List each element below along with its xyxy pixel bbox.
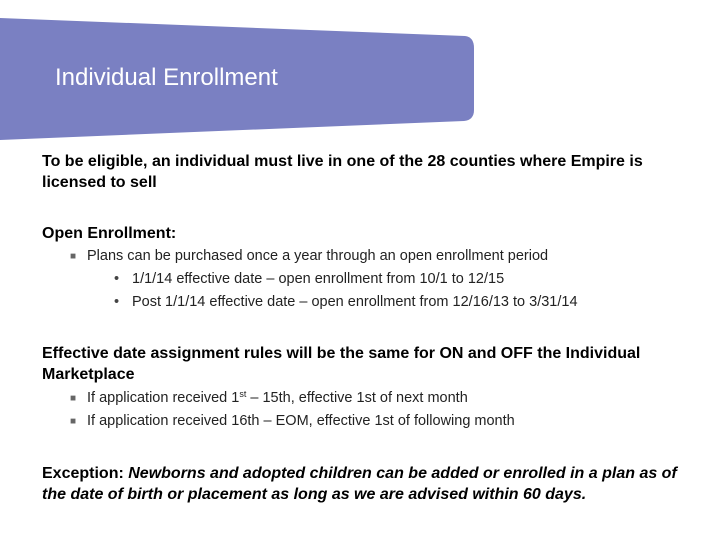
open-enrollment-heading: Open Enrollment: [42, 225, 177, 242]
square-bullet-icon: ■ [70, 251, 77, 262]
exception-label: Exception: [42, 465, 124, 482]
list-item [42, 268, 682, 291]
slide-title: Individual Enrollment [55, 64, 278, 91]
list-item [42, 387, 682, 410]
dot-bullet-icon: • [114, 294, 120, 310]
open-enrollment-list [42, 245, 682, 314]
square-bullet-icon: ■ [70, 416, 77, 427]
effective-date-list [42, 387, 682, 433]
list-item [42, 245, 682, 268]
sub-bullet-text: Post 1/1/14 effective date – open enrollment from 12/16/13 to 3/31/14 [132, 294, 578, 310]
exception-note [42, 463, 682, 505]
eligibility-text: To be eligible, an individual must live in one of the 28 counties where Empire is licensed to sell [42, 153, 643, 191]
sub-bullet-text: 1/1/14 effective date – open enrollment from 10/1 to 12/15 [132, 271, 505, 287]
dot-bullet-icon: • [114, 271, 120, 287]
square-bullet-icon: ■ [70, 393, 77, 404]
exception-text: Newborns and adopted children can be added or enrolled in a plan as of the date of birth or placement as long as we are advised within 60 days. [42, 465, 677, 503]
effective-date-heading: Effective date assignment rules will be the same for ON and OFF the Individual Marketplace [42, 345, 641, 383]
bullet-text: Plans can be purchased once a year through an open enrollment period [87, 248, 549, 264]
rule-1-text: If application received 1st – 15th, effective 1st of next month [87, 389, 468, 406]
list-item [42, 410, 682, 433]
list-item [42, 291, 682, 314]
rule-2-text: If application received 16th – EOM, effective 1st of following month [87, 413, 515, 429]
